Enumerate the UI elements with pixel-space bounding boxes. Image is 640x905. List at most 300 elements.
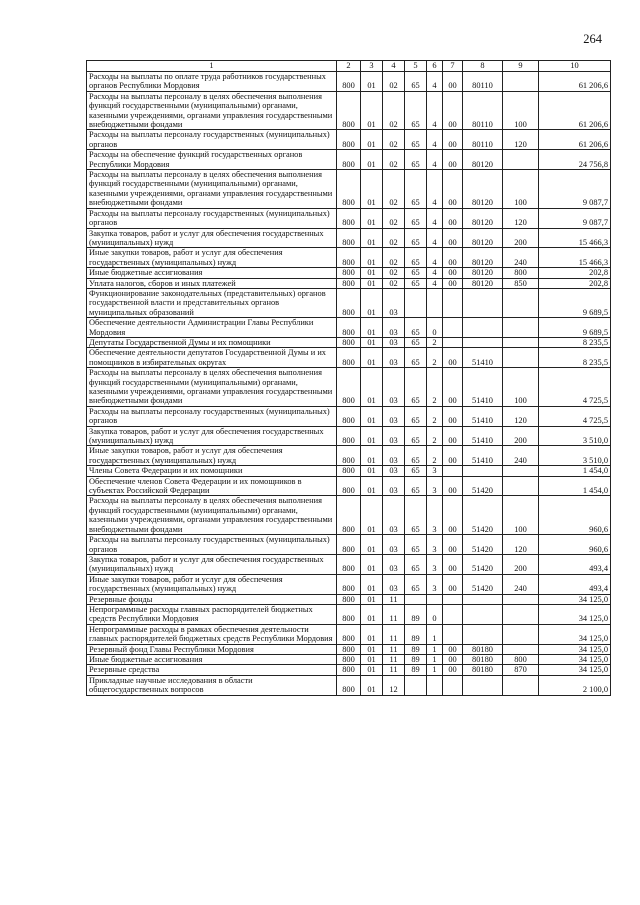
cell-amount: 493,4: [539, 554, 611, 574]
cell-article: 80110: [463, 72, 503, 92]
cell-item-name: Расходы на обеспечение функций государственных органов Республики Мордовия: [87, 150, 337, 170]
cell-article: [463, 604, 503, 624]
cell-article: 80120: [463, 268, 503, 278]
cell-article: 80180: [463, 665, 503, 675]
cell-item-name: Расходы на выплаты персоналу в целях обеспечения выполнения функций государственными (муниципальными) органами, казенными учреждениями, органами управления государственными внебюджетными фондами: [87, 170, 337, 209]
cell-expense-type: [503, 594, 539, 604]
cell-ministry-code: 800: [337, 594, 361, 604]
table-row: [87, 278, 611, 288]
cell-ministry-code: 800: [337, 72, 361, 92]
cell-article: 80120: [463, 228, 503, 248]
cell-program: 89: [405, 624, 427, 644]
cell-section: 01: [361, 278, 383, 288]
cell-program: 65: [405, 91, 427, 130]
cell-item-name: Закупка товаров, работ и услуг для обеспечения государственных (муниципальных) нужд: [87, 228, 337, 248]
cell-program: 65: [405, 466, 427, 476]
cell-item-name: Расходы на выплаты персоналу государственных (муниципальных) органов: [87, 208, 337, 228]
cell-expense-type: 200: [503, 426, 539, 446]
cell-direction: 00: [443, 91, 463, 130]
cell-subsection: 02: [383, 228, 405, 248]
cell-program: 89: [405, 665, 427, 675]
cell-subprogram: 3: [427, 554, 443, 574]
cell-subprogram: 4: [427, 91, 443, 130]
cell-subprogram: 3: [427, 574, 443, 594]
cell-direction: [443, 624, 463, 644]
cell-expense-type: [503, 466, 539, 476]
cell-ministry-code: 800: [337, 426, 361, 446]
cell-ministry-code: 800: [337, 604, 361, 624]
cell-item-name: Прикладные научные исследования в области общегосударственных вопросов: [87, 675, 337, 695]
header-cell: 1: [87, 61, 337, 72]
cell-program: 65: [405, 426, 427, 446]
cell-subprogram: 4: [427, 150, 443, 170]
table-row: [87, 72, 611, 92]
cell-section: 01: [361, 496, 383, 535]
cell-subprogram: 1: [427, 624, 443, 644]
cell-subsection: 03: [383, 535, 405, 555]
cell-section: 01: [361, 675, 383, 695]
cell-program: [405, 675, 427, 695]
cell-expense-type: [503, 348, 539, 368]
cell-direction: 00: [443, 268, 463, 278]
header-cell: 5: [405, 61, 427, 72]
cell-subsection: 11: [383, 624, 405, 644]
cell-program: 65: [405, 406, 427, 426]
cell-item-name: Резервные средства: [87, 665, 337, 675]
cell-subprogram: 3: [427, 476, 443, 496]
cell-section: 01: [361, 130, 383, 150]
cell-subsection: 02: [383, 72, 405, 92]
cell-item-name: Непрограммные расходы главных распорядителей бюджетных средств Республики Мордовия: [87, 604, 337, 624]
cell-subprogram: [427, 288, 443, 317]
cell-subsection: 02: [383, 170, 405, 209]
cell-subsection: 03: [383, 476, 405, 496]
cell-article: 51410: [463, 446, 503, 466]
cell-direction: 00: [443, 496, 463, 535]
cell-subprogram: 1: [427, 665, 443, 675]
cell-article: 80120: [463, 150, 503, 170]
cell-expense-type: [503, 624, 539, 644]
cell-section: 01: [361, 248, 383, 268]
cell-subsection: 03: [383, 348, 405, 368]
cell-subprogram: 2: [427, 426, 443, 446]
cell-amount: 34 125,0: [539, 644, 611, 654]
cell-direction: 00: [443, 130, 463, 150]
cell-direction: 00: [443, 368, 463, 407]
cell-direction: 00: [443, 208, 463, 228]
cell-article: [463, 288, 503, 317]
cell-item-name: Резервный фонд Главы Республики Мордовия: [87, 644, 337, 654]
cell-subsection: 02: [383, 150, 405, 170]
cell-section: 01: [361, 288, 383, 317]
cell-subsection: 03: [383, 574, 405, 594]
table-row: [87, 466, 611, 476]
header-cell: 3: [361, 61, 383, 72]
cell-amount: 34 125,0: [539, 654, 611, 664]
cell-subsection: 03: [383, 466, 405, 476]
cell-article: [463, 675, 503, 695]
cell-article: [463, 466, 503, 476]
cell-amount: 8 235,5: [539, 337, 611, 347]
cell-item-name: Резервные фонды: [87, 594, 337, 604]
cell-subprogram: 2: [427, 337, 443, 347]
cell-program: 65: [405, 150, 427, 170]
cell-expense-type: [503, 337, 539, 347]
cell-program: 65: [405, 574, 427, 594]
cell-item-name: Обеспечение деятельности Администрации Главы Республики Мордовия: [87, 318, 337, 338]
table-row: [87, 406, 611, 426]
cell-program: [405, 594, 427, 604]
cell-direction: 00: [443, 426, 463, 446]
header-cell: 7: [443, 61, 463, 72]
cell-section: 01: [361, 574, 383, 594]
cell-subprogram: 0: [427, 318, 443, 338]
table-row: [87, 665, 611, 675]
cell-item-name: Иные бюджетные ассигнования: [87, 654, 337, 664]
cell-article: 80110: [463, 91, 503, 130]
cell-subsection: 03: [383, 318, 405, 338]
cell-subprogram: 4: [427, 248, 443, 268]
cell-section: 01: [361, 91, 383, 130]
cell-section: 01: [361, 72, 383, 92]
cell-expense-type: 850: [503, 278, 539, 288]
cell-amount: 202,8: [539, 278, 611, 288]
cell-expense-type: [503, 604, 539, 624]
cell-article: [463, 594, 503, 604]
cell-article: 51410: [463, 348, 503, 368]
cell-expense-type: 800: [503, 654, 539, 664]
cell-direction: 00: [443, 446, 463, 466]
cell-section: 01: [361, 554, 383, 574]
cell-subsection: 03: [383, 288, 405, 317]
cell-item-name: Расходы на выплаты персоналу государственных (муниципальных) органов: [87, 130, 337, 150]
cell-program: 65: [405, 554, 427, 574]
cell-subprogram: 2: [427, 368, 443, 407]
cell-ministry-code: 800: [337, 476, 361, 496]
cell-subprogram: 2: [427, 406, 443, 426]
page-number: 264: [583, 32, 602, 46]
cell-item-name: Уплата налогов, сборов и иных платежей: [87, 278, 337, 288]
cell-amount: 9 087,7: [539, 208, 611, 228]
cell-amount: 1 454,0: [539, 476, 611, 496]
cell-expense-type: 240: [503, 574, 539, 594]
table-row: [87, 476, 611, 496]
cell-section: 01: [361, 594, 383, 604]
cell-section: 01: [361, 665, 383, 675]
cell-item-name: Обеспечение членов Совета Федерации и их помощников в субъектах Российской Федерации: [87, 476, 337, 496]
table-row: [87, 594, 611, 604]
cell-subsection: 03: [383, 446, 405, 466]
cell-section: 01: [361, 406, 383, 426]
cell-expense-type: [503, 644, 539, 654]
cell-article: [463, 337, 503, 347]
cell-item-name: Расходы на выплаты персоналу в целях обеспечения выполнения функций государственными (муниципальными) органами, казенными учреждениями, органами управления государственными внебюджетными фондами: [87, 91, 337, 130]
cell-section: 01: [361, 228, 383, 248]
header-row: [87, 61, 611, 72]
cell-direction: 00: [443, 170, 463, 209]
table-row: [87, 624, 611, 644]
cell-ministry-code: 800: [337, 170, 361, 209]
cell-ministry-code: 800: [337, 248, 361, 268]
cell-amount: 24 756,8: [539, 150, 611, 170]
cell-ministry-code: 800: [337, 624, 361, 644]
cell-subsection: 11: [383, 604, 405, 624]
table-row: [87, 228, 611, 248]
cell-ministry-code: 800: [337, 554, 361, 574]
cell-subsection: 11: [383, 654, 405, 664]
table-row: [87, 248, 611, 268]
cell-program: 89: [405, 654, 427, 664]
cell-section: 01: [361, 426, 383, 446]
cell-amount: 9 087,7: [539, 170, 611, 209]
cell-amount: 9 689,5: [539, 288, 611, 317]
table-row: [87, 654, 611, 664]
cell-subsection: 02: [383, 268, 405, 278]
cell-item-name: Депутаты Государственной Думы и их помощники: [87, 337, 337, 347]
cell-ministry-code: 800: [337, 318, 361, 338]
cell-direction: 00: [443, 278, 463, 288]
table-row: [87, 208, 611, 228]
cell-amount: 3 510,0: [539, 426, 611, 446]
cell-direction: [443, 594, 463, 604]
cell-ministry-code: 800: [337, 150, 361, 170]
cell-program: 65: [405, 208, 427, 228]
cell-section: 01: [361, 170, 383, 209]
cell-article: 51410: [463, 406, 503, 426]
cell-expense-type: [503, 288, 539, 317]
cell-subsection: 03: [383, 368, 405, 407]
table-row: [87, 554, 611, 574]
cell-expense-type: [503, 318, 539, 338]
cell-program: 65: [405, 535, 427, 555]
cell-amount: 61 206,6: [539, 130, 611, 150]
cell-program: 89: [405, 604, 427, 624]
cell-subprogram: 4: [427, 130, 443, 150]
table-row: [87, 675, 611, 695]
cell-ministry-code: 800: [337, 208, 361, 228]
cell-direction: [443, 675, 463, 695]
cell-direction: 00: [443, 574, 463, 594]
table-row: [87, 446, 611, 466]
cell-amount: 960,6: [539, 496, 611, 535]
cell-program: 65: [405, 337, 427, 347]
cell-direction: 00: [443, 348, 463, 368]
table-row: [87, 496, 611, 535]
cell-expense-type: [503, 476, 539, 496]
cell-subsection: 02: [383, 208, 405, 228]
cell-subprogram: 1: [427, 654, 443, 664]
table-body: [87, 72, 611, 696]
cell-ministry-code: 800: [337, 535, 361, 555]
cell-subprogram: 4: [427, 170, 443, 209]
cell-direction: [443, 318, 463, 338]
cell-ministry-code: 800: [337, 654, 361, 664]
cell-program: 65: [405, 446, 427, 466]
cell-program: 65: [405, 268, 427, 278]
cell-ministry-code: 800: [337, 91, 361, 130]
cell-ministry-code: 800: [337, 288, 361, 317]
table-row: [87, 288, 611, 317]
cell-direction: 00: [443, 72, 463, 92]
cell-section: 01: [361, 624, 383, 644]
cell-section: 01: [361, 318, 383, 338]
cell-subprogram: [427, 594, 443, 604]
table-row: [87, 150, 611, 170]
cell-section: 01: [361, 348, 383, 368]
header-cell: 9: [503, 61, 539, 72]
cell-amount: 34 125,0: [539, 604, 611, 624]
table-row: [87, 426, 611, 446]
table-row: [87, 337, 611, 347]
table-row: [87, 268, 611, 278]
cell-amount: 493,4: [539, 574, 611, 594]
cell-amount: 202,8: [539, 268, 611, 278]
cell-subprogram: 3: [427, 535, 443, 555]
cell-program: 65: [405, 130, 427, 150]
cell-subsection: 03: [383, 426, 405, 446]
cell-item-name: Расходы на выплаты персоналу в целях обеспечения выполнения функций государственными (муниципальными) органами, казенными учреждениями, органами управления государственными внебюджетными фондами: [87, 368, 337, 407]
cell-section: 01: [361, 604, 383, 624]
cell-ministry-code: 800: [337, 268, 361, 278]
cell-section: 01: [361, 476, 383, 496]
cell-ministry-code: 800: [337, 446, 361, 466]
cell-article: 80120: [463, 208, 503, 228]
table-row: [87, 535, 611, 555]
cell-direction: 00: [443, 665, 463, 675]
cell-subprogram: 1: [427, 644, 443, 654]
cell-item-name: Иные закупки товаров, работ и услуг для обеспечения государственных (муниципальных) нужд: [87, 574, 337, 594]
cell-subsection: 02: [383, 278, 405, 288]
header-cell: 6: [427, 61, 443, 72]
cell-ministry-code: 800: [337, 665, 361, 675]
cell-amount: 15 466,3: [539, 228, 611, 248]
cell-ministry-code: 800: [337, 368, 361, 407]
cell-article: 80120: [463, 170, 503, 209]
cell-program: 65: [405, 72, 427, 92]
cell-amount: 2 100,0: [539, 675, 611, 695]
cell-subprogram: 4: [427, 208, 443, 228]
cell-subsection: 03: [383, 406, 405, 426]
cell-direction: 00: [443, 535, 463, 555]
cell-subsection: 02: [383, 91, 405, 130]
cell-expense-type: [503, 675, 539, 695]
cell-subprogram: [427, 675, 443, 695]
cell-section: 01: [361, 446, 383, 466]
cell-expense-type: 870: [503, 665, 539, 675]
cell-ministry-code: 800: [337, 496, 361, 535]
cell-article: [463, 624, 503, 644]
cell-subprogram: 4: [427, 228, 443, 248]
table-header: [87, 61, 611, 72]
cell-item-name: Иные бюджетные ассигнования: [87, 268, 337, 278]
cell-expense-type: [503, 150, 539, 170]
cell-subprogram: 3: [427, 466, 443, 476]
cell-expense-type: 240: [503, 446, 539, 466]
cell-section: 01: [361, 208, 383, 228]
header-cell: 2: [337, 61, 361, 72]
cell-item-name: Иные закупки товаров, работ и услуг для обеспечения государственных (муниципальных) нужд: [87, 248, 337, 268]
cell-section: 01: [361, 268, 383, 278]
cell-direction: 00: [443, 654, 463, 664]
cell-program: 65: [405, 496, 427, 535]
cell-section: 01: [361, 368, 383, 407]
cell-program: 65: [405, 278, 427, 288]
cell-subsection: 03: [383, 554, 405, 574]
cell-item-name: Функционирование законодательных (представительных) органов государственной власти и представительных органов муниципальных образований: [87, 288, 337, 317]
cell-subsection: 11: [383, 594, 405, 604]
cell-expense-type: 100: [503, 170, 539, 209]
cell-article: 80180: [463, 644, 503, 654]
cell-item-name: Иные закупки товаров, работ и услуг для обеспечения государственных (муниципальных) нужд: [87, 446, 337, 466]
cell-item-name: Закупка товаров, работ и услуг для обеспечения государственных (муниципальных) нужд: [87, 554, 337, 574]
cell-amount: 8 235,5: [539, 348, 611, 368]
cell-amount: 1 454,0: [539, 466, 611, 476]
cell-item-name: Закупка товаров, работ и услуг для обеспечения государственных (муниципальных) нужд: [87, 426, 337, 446]
cell-article: 80120: [463, 278, 503, 288]
cell-ministry-code: 800: [337, 406, 361, 426]
cell-article: 51420: [463, 574, 503, 594]
cell-amount: 61 206,6: [539, 91, 611, 130]
cell-program: 65: [405, 368, 427, 407]
cell-article: 80110: [463, 130, 503, 150]
cell-section: 01: [361, 535, 383, 555]
cell-expense-type: 100: [503, 91, 539, 130]
cell-ministry-code: 800: [337, 228, 361, 248]
cell-article: 51420: [463, 535, 503, 555]
cell-subsection: 03: [383, 496, 405, 535]
cell-program: 65: [405, 318, 427, 338]
cell-ministry-code: 800: [337, 644, 361, 654]
table-row: [87, 318, 611, 338]
cell-direction: 00: [443, 476, 463, 496]
cell-subprogram: 4: [427, 278, 443, 288]
cell-section: 01: [361, 337, 383, 347]
table-row: [87, 91, 611, 130]
cell-direction: [443, 288, 463, 317]
cell-subprogram: 2: [427, 348, 443, 368]
table-row: [87, 368, 611, 407]
cell-amount: 61 206,6: [539, 72, 611, 92]
cell-section: 01: [361, 644, 383, 654]
cell-amount: 9 689,5: [539, 318, 611, 338]
cell-ministry-code: 800: [337, 466, 361, 476]
cell-item-name: Расходы на выплаты по оплате труда работников государственных органов Республики Мордовия: [87, 72, 337, 92]
cell-amount: 3 510,0: [539, 446, 611, 466]
cell-ministry-code: 800: [337, 675, 361, 695]
cell-article: 51410: [463, 426, 503, 446]
cell-item-name: Расходы на выплаты персоналу в целях обеспечения выполнения функций государственными (муниципальными) органами, казенными учреждениями, органами управления государственными внебюджетными фондами: [87, 496, 337, 535]
cell-subprogram: 4: [427, 268, 443, 278]
cell-amount: 34 125,0: [539, 624, 611, 644]
cell-amount: 4 725,5: [539, 368, 611, 407]
cell-article: 80180: [463, 654, 503, 664]
cell-article: 80120: [463, 248, 503, 268]
cell-direction: [443, 604, 463, 624]
cell-program: 89: [405, 644, 427, 654]
cell-amount: 34 125,0: [539, 594, 611, 604]
cell-subsection: 03: [383, 337, 405, 347]
cell-direction: [443, 466, 463, 476]
cell-program: 65: [405, 228, 427, 248]
cell-program: 65: [405, 248, 427, 268]
cell-item-name: Расходы на выплаты персоналу государственных (муниципальных) органов: [87, 406, 337, 426]
cell-expense-type: [503, 72, 539, 92]
cell-article: 51420: [463, 476, 503, 496]
cell-expense-type: 120: [503, 130, 539, 150]
cell-subprogram: 2: [427, 446, 443, 466]
cell-ministry-code: 800: [337, 348, 361, 368]
cell-expense-type: 100: [503, 368, 539, 407]
